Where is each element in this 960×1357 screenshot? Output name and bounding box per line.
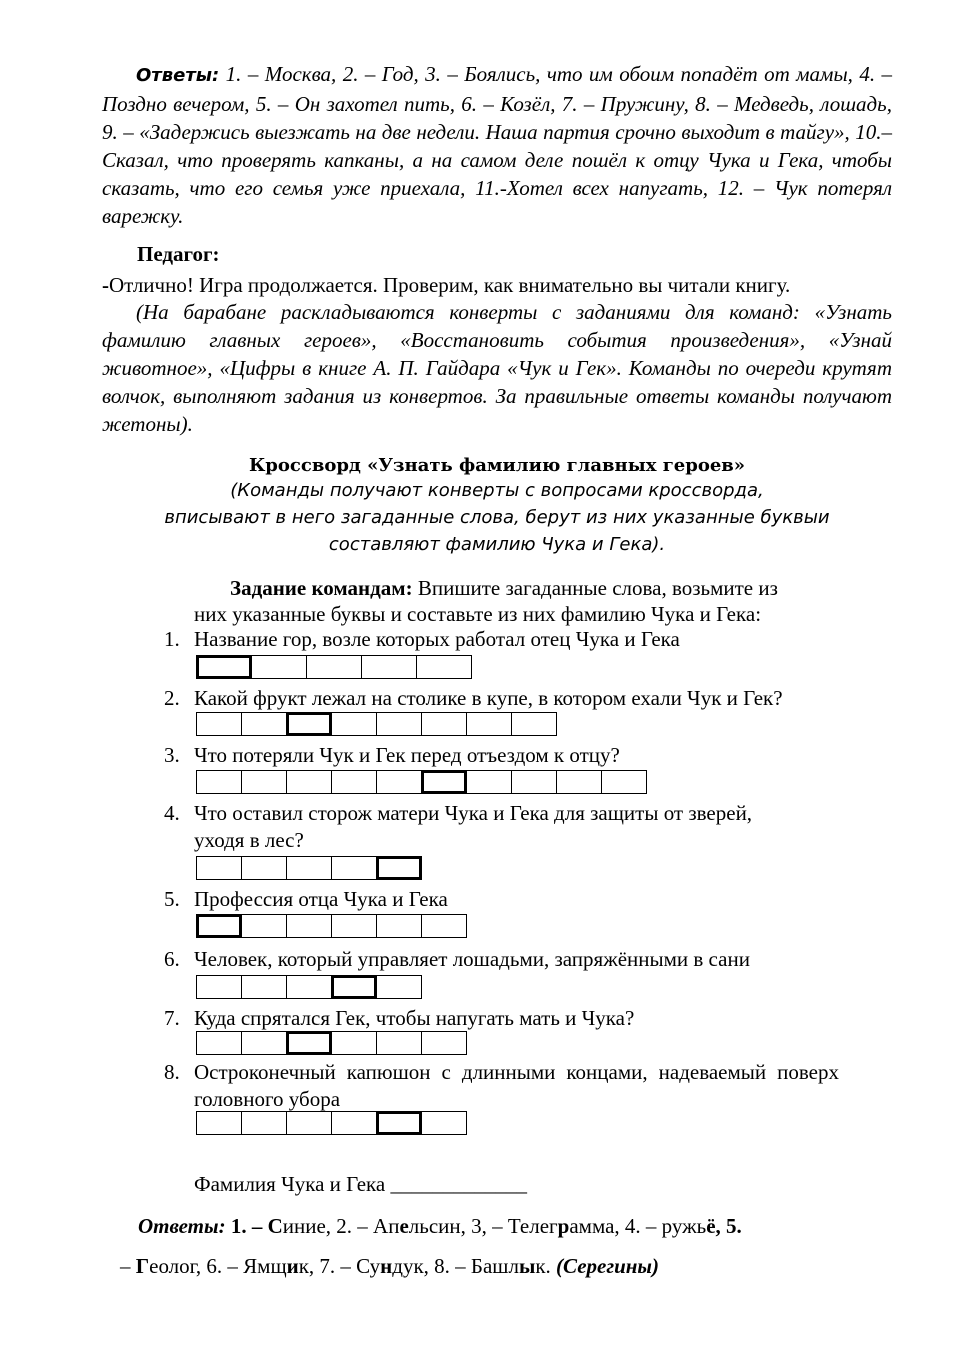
grid-cell[interactable] bbox=[241, 1031, 287, 1055]
grid-cell[interactable] bbox=[241, 1111, 287, 1135]
grid-cell[interactable] bbox=[331, 1111, 377, 1135]
task-line-2: них указанные буквы и составьте из них фамилию Чука и Гека: bbox=[194, 602, 762, 626]
teacher-label: Педагог: bbox=[137, 242, 220, 266]
grid-cell[interactable] bbox=[376, 914, 422, 938]
grid-cell[interactable] bbox=[331, 712, 377, 736]
answer-grid-2 bbox=[196, 712, 556, 736]
grid-cell[interactable] bbox=[241, 914, 287, 938]
grid-cell[interactable] bbox=[196, 770, 242, 794]
answer-grid-3 bbox=[196, 770, 646, 794]
grid-cell-key[interactable] bbox=[286, 712, 332, 736]
teacher-line: -Отлично! Игра продолжается. Проверим, как внимательно вы читали книгу. bbox=[102, 273, 791, 297]
grid-cell[interactable] bbox=[421, 1111, 467, 1135]
grid-cell[interactable] bbox=[241, 856, 287, 880]
grid-cell-key[interactable] bbox=[196, 655, 252, 679]
grid-cell[interactable] bbox=[331, 914, 377, 938]
task-line-1: Задание командам: Впишите загаданные слова, возьмите из bbox=[230, 576, 778, 600]
grid-cell[interactable] bbox=[331, 856, 377, 880]
grid-cell[interactable] bbox=[421, 712, 467, 736]
task-label: Задание командам: bbox=[230, 576, 413, 600]
surname-line bbox=[194, 1170, 527, 1198]
grid-cell[interactable] bbox=[556, 770, 602, 794]
grid-cell[interactable] bbox=[196, 1111, 242, 1135]
answers-2-label: Ответы: bbox=[138, 1214, 226, 1238]
grid-cell-key[interactable] bbox=[196, 914, 242, 938]
grid-cell[interactable] bbox=[286, 770, 332, 794]
grid-cell[interactable] bbox=[196, 712, 242, 736]
answers-2-line-2: – Геолог, 6. – Ямщик, 7. – Сундук, 8. – Башлык. (Серегины) bbox=[120, 1254, 659, 1278]
answer-grid-1 bbox=[196, 655, 471, 679]
grid-cell[interactable] bbox=[286, 975, 332, 999]
grid-cell-key[interactable] bbox=[421, 770, 467, 794]
grid-cell[interactable] bbox=[421, 1031, 467, 1055]
crossword-subtitle-1: (Команды получают конверты с вопросами кроссворда, bbox=[230, 480, 764, 501]
teacher-speech: Отлично! Игра продолжается. Проверим, как внимательно вы читали книгу. bbox=[109, 273, 791, 297]
answer-grid-4 bbox=[196, 856, 421, 880]
grid-cell[interactable] bbox=[511, 770, 557, 794]
grid-cell-key[interactable] bbox=[376, 1111, 422, 1135]
grid-cell[interactable] bbox=[331, 1031, 377, 1055]
grid-cell[interactable] bbox=[286, 914, 332, 938]
answer-grid-5 bbox=[196, 914, 466, 938]
answers-2-line-1: Ответы: 1. – Синие, 2. – Апельсин, 3, – Телеграмма, 4. – ружьё, 5. bbox=[138, 1214, 742, 1238]
answers-paragraph-1 bbox=[102, 60, 892, 230]
grid-cell[interactable] bbox=[361, 655, 417, 679]
final-answer: (Серегины) bbox=[556, 1254, 659, 1278]
grid-cell[interactable] bbox=[466, 712, 512, 736]
grid-cell[interactable] bbox=[251, 655, 307, 679]
grid-cell[interactable] bbox=[286, 1111, 332, 1135]
grid-cell[interactable] bbox=[376, 770, 422, 794]
surname-blank[interactable]: _____________ bbox=[390, 1172, 527, 1196]
grid-cell[interactable] bbox=[376, 1031, 422, 1055]
grid-cell-key[interactable] bbox=[331, 975, 377, 999]
grid-cell[interactable] bbox=[511, 712, 557, 736]
grid-cell[interactable] bbox=[196, 856, 242, 880]
grid-cell[interactable] bbox=[306, 655, 362, 679]
grid-cell[interactable] bbox=[241, 712, 287, 736]
crossword-subtitle-3: составляют фамилию Чука и Гека). bbox=[328, 534, 666, 555]
grid-cell-key[interactable] bbox=[286, 1031, 332, 1055]
grid-cell[interactable] bbox=[466, 770, 512, 794]
grid-cell[interactable] bbox=[331, 770, 377, 794]
grid-cell-key[interactable] bbox=[376, 856, 422, 880]
answer-grid-6 bbox=[196, 975, 421, 999]
grid-cell[interactable] bbox=[196, 975, 242, 999]
answers-text: 1. – Москва, 2. – Год, 3. – Боялись, что им обоим попадёт от мамы, 4. – Поздно вечером, 5. – Он захотел пить, 6. – Козёл, 7. – Пружину, 8. – Медведь, лошадь, 9. – «Задержись выезжать на две недели. Наша партия срочно выходит в тайгу», 10.– Сказал, что проверять капканы, а на самом деле пошёл к отцу Чука и Гека, чтобы сказать, что его семья уже приехала, 11.-Хотел всех напугать, 12. – Чук потерял варежку. bbox=[102, 62, 893, 228]
grid-cell[interactable] bbox=[421, 914, 467, 938]
teacher-note: (На барабане раскладываются конверты с заданиями для команд: «Узнать фамилию главных героев», «Восстановить события произведения», «Узнай животное», «Цифры в книге А. П. Гайдара «Чук и Гек». Команды по очереди крутят волчок, выполняют задания из конвертов. За правильные ответы команды получают жетоны). bbox=[102, 300, 892, 436]
crossword-title: Кроссворд «Узнать фамилию главных героев» bbox=[248, 455, 746, 476]
surname-label: Фамилия Чука и Гека bbox=[194, 1172, 386, 1196]
answer-grid-8 bbox=[196, 1111, 466, 1135]
grid-cell[interactable] bbox=[286, 856, 332, 880]
answer-grid-7 bbox=[196, 1031, 466, 1055]
grid-cell[interactable] bbox=[196, 1031, 242, 1055]
grid-cell[interactable] bbox=[376, 712, 422, 736]
grid-cell[interactable] bbox=[376, 975, 422, 999]
grid-cell[interactable] bbox=[241, 770, 287, 794]
answers-label: Ответы: bbox=[136, 65, 220, 86]
crossword-subtitle-2: вписывают в него загаданные слова, берут из них указанные буквыи bbox=[164, 507, 830, 528]
grid-cell[interactable] bbox=[601, 770, 647, 794]
grid-cell[interactable] bbox=[416, 655, 472, 679]
grid-cell[interactable] bbox=[241, 975, 287, 999]
